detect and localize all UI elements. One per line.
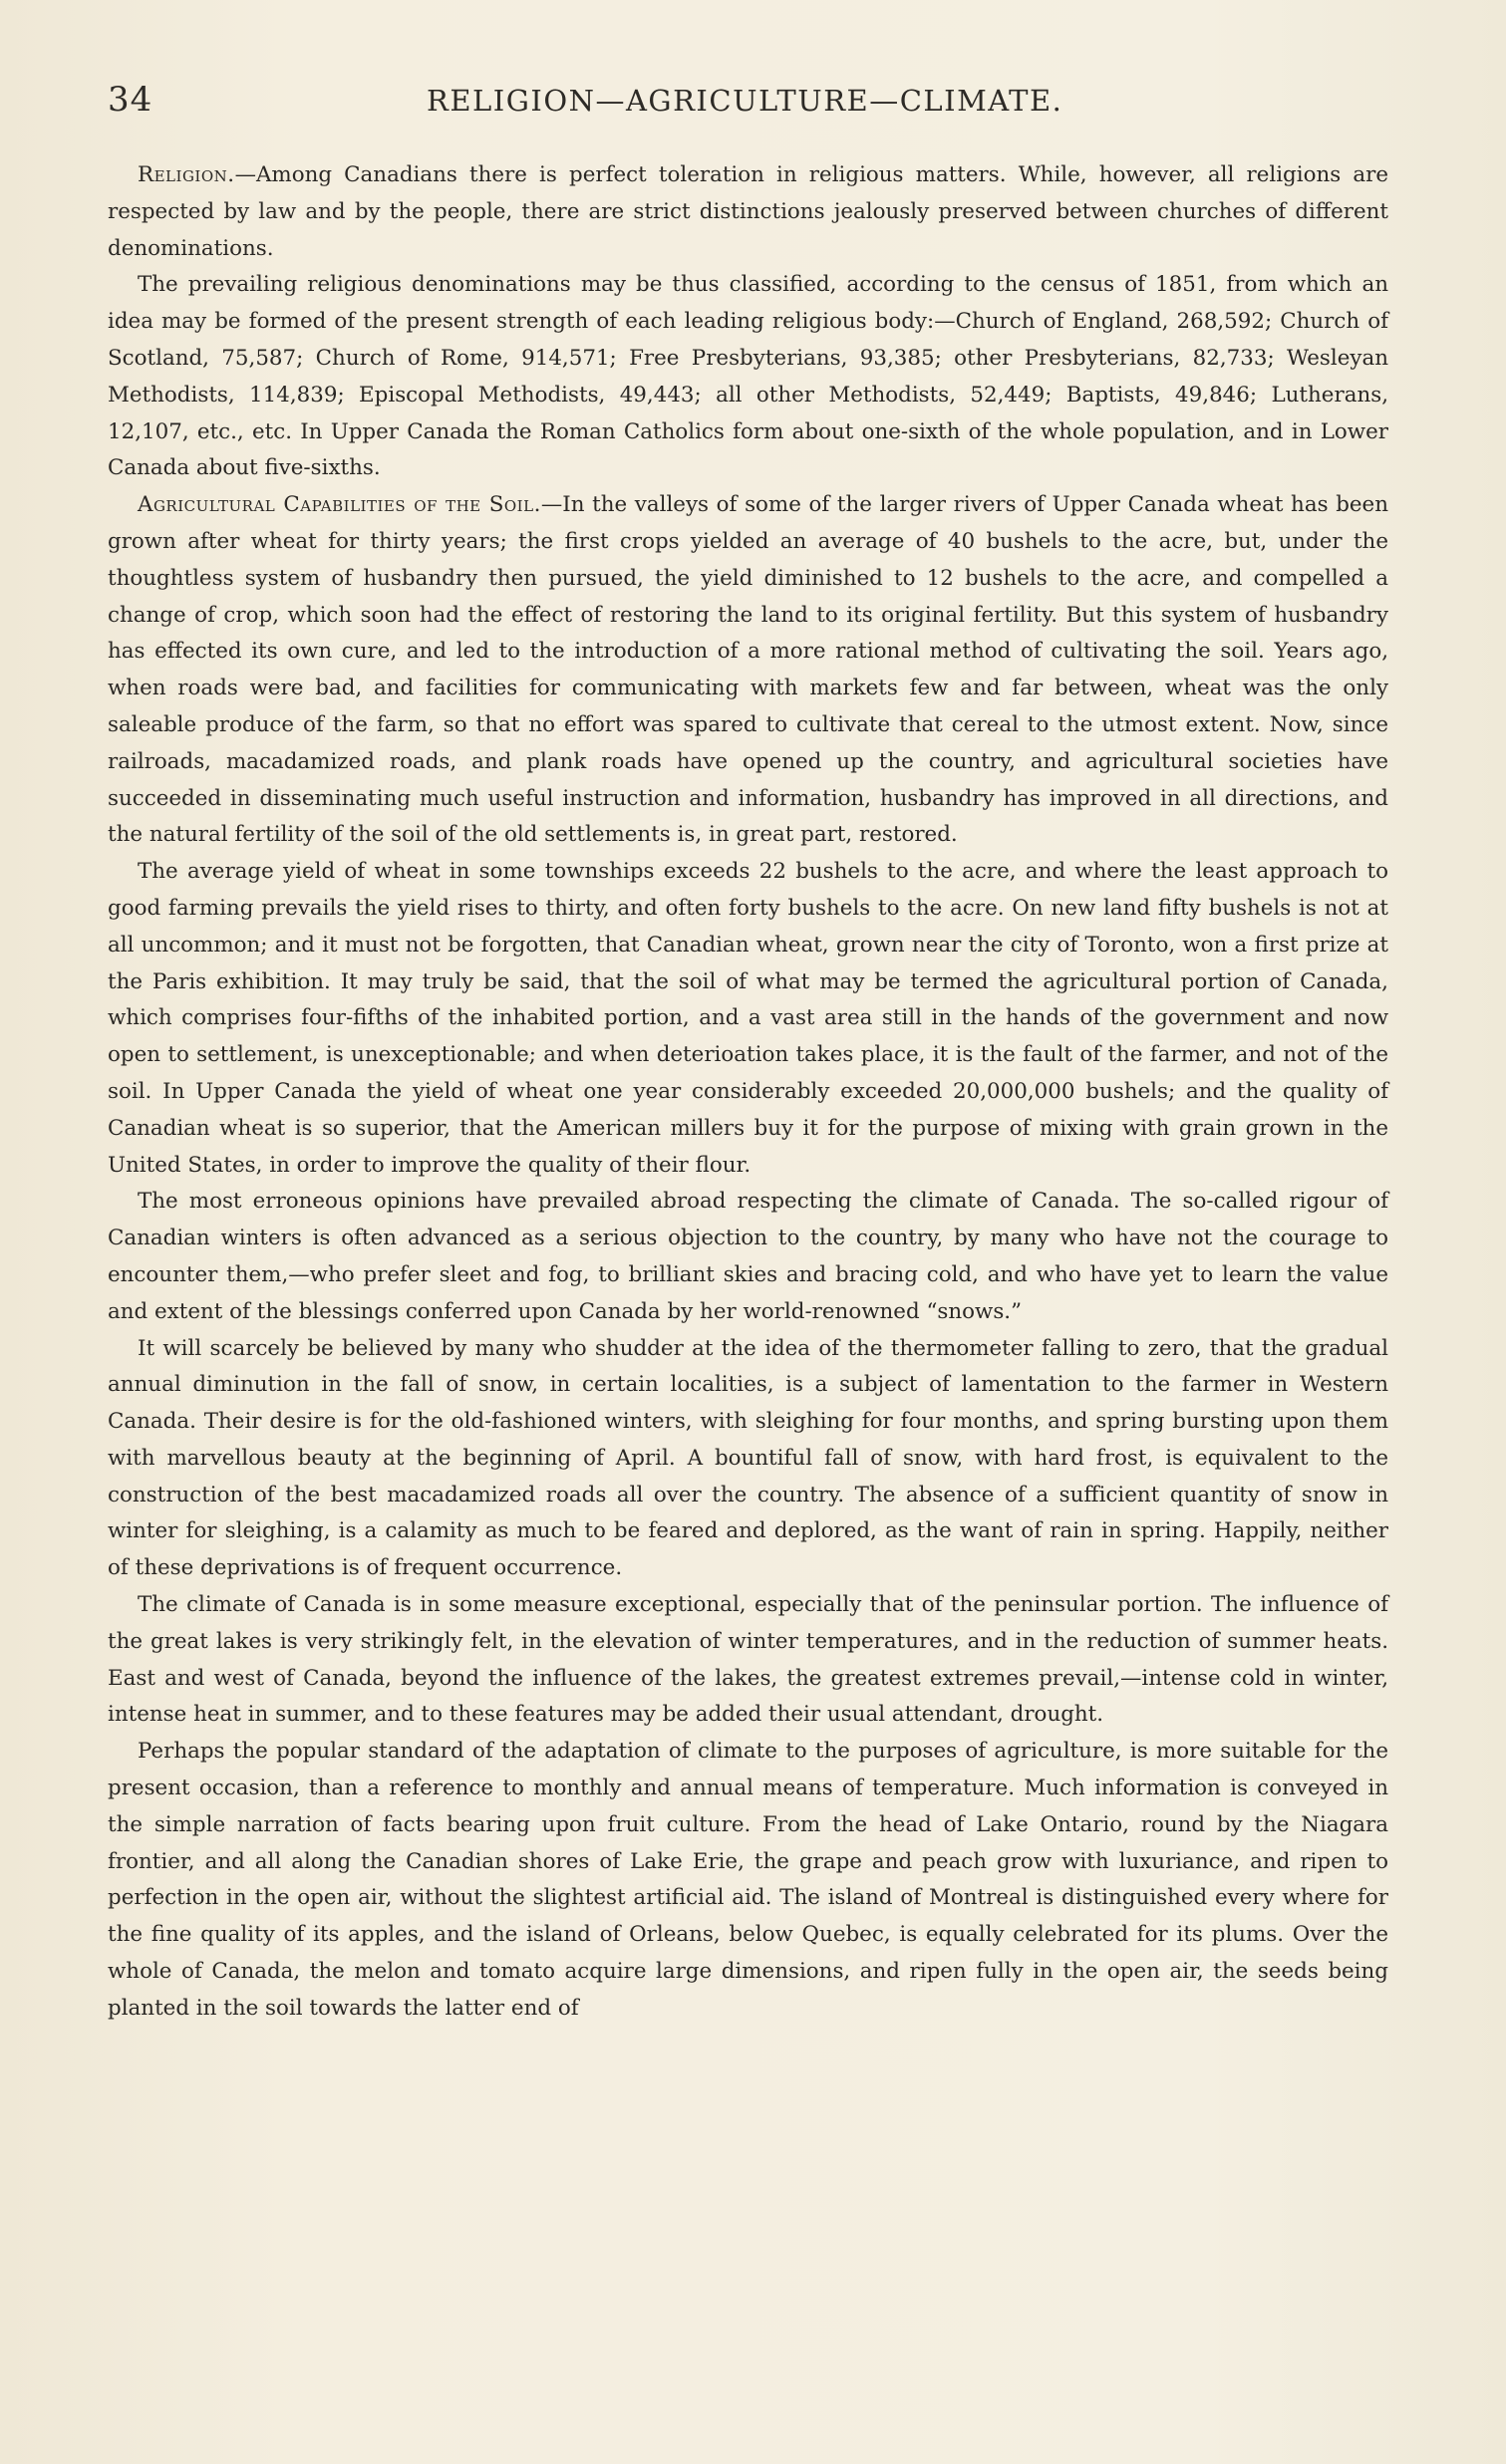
paragraph-climate-opinions (108, 1184, 1388, 1330)
page-header (108, 80, 1403, 130)
paragraph-text: —Among Canadians there is perfect toleration in religious matters. While, however, all religions are respected by law and by the people, there are strict distinctions jealously preserved between churches of different denominations. (108, 162, 1388, 261)
paragraph-text: Perhaps the popular standard of the adaptation of climate to the purposes of agriculture, is more suitable for the present occasion, than a reference to monthly and annual means of temperature. Much information is conveyed in the simple narration of facts bearing upon fruit culture. From the head of Lake Ontario, round by the Niagara frontier, and all along the Canadian shores of Lake Erie, the grape and peach grow with luxuriance, and ripen to perfection in the open air, without the slightest artificial aid. The island of Montreal is distinguished every where for the fine quality of its apples, and the island of Orleans, below Quebec, is equally celebrated for its plums. Over the whole of Canada, the melon and tomato acquire large dimensions, and ripen fully in the open air, the seeds being planted in the soil towards the latter end of (108, 1739, 1388, 2021)
paragraph-snow (108, 1331, 1388, 1588)
paragraph-denominations (108, 267, 1388, 487)
running-head: RELIGION—AGRICULTURE—CLIMATE. (427, 84, 1063, 118)
body-text (108, 157, 1388, 2028)
paragraph-text: The prevailing religious denominations may be thus classified, according to the census of 1851, from which an idea may be formed of the present strength of each leading religious body:—Church of England, 268,592; Church of Scotland, 75,587; Church of Rome, 914,571; Free Presbyterians, 93,385; other Presbyterians, 82,733; Wesleyan Methodists, 114,839; Episcopal Methodists, 49,443; all other Methodists, 52,449; Baptists, 49,846; Lutherans, 12,107, etc., etc. In Upper Canada the Roman Catholics form about one-sixth of the whole population, and in Lower Canada about five-sixths. (108, 272, 1388, 481)
paragraph-fruit-culture (108, 1734, 1388, 2027)
paragraph-agriculture (108, 487, 1388, 854)
paragraph-text: The climate of Canada is in some measure exceptional, especially that of the peninsular portion. The influence of the great lakes is very strikingly felt, in the elevation of winter temperatures, and in the reduction of summer heats. East and west of Canada, beyond the influence of the lakes, the greatest extremes prevail,—intense cold in winter, intense heat in summer, and to these features may be added their usual attendant, drought. (108, 1592, 1388, 1728)
page-number: 34 (108, 80, 153, 120)
paragraph-religion (108, 157, 1388, 267)
paragraph-text: —In the valleys of some of the larger rivers of Upper Canada wheat has been grown after wheat for thirty years; the first crops yielded an average of 40 bushels to the acre, but, under the thoughtless system of husbandry then pursued, the yield diminished to 12 bushels to the acre, and compelled a change of crop, which soon had the effect of restoring the land to its original fertility. But this system of husbandry has effected its own cure, and led to the introduction of a more rational method of cultivating the soil. Years ago, when roads were bad, and facilities for communicating with markets few and far between, wheat was the only saleable produce of the farm, so that no effort was spared to cultivate that cereal to the utmost extent. Now, since railroads, macadamized roads, and plank roads have opened up the country, and agricultural societies have succeeded in disseminating much useful instruction and information, husbandry has improved in all directions, and the natural fertility of the soil of the old settlements is, in great part, restored. (108, 492, 1388, 848)
paragraph-wheat-yield (108, 854, 1388, 1184)
paragraph-text: The most erroneous opinions have prevailed abroad respecting the climate of Canada. The so-called rigour of Canadian winters is often advanced as a serious objection to the country, by many who have not the courage to encounter them,—who prefer sleet and fog, to brilliant skies and bracing cold, and who have yet to learn the value and extent of the blessings conferred upon Canada by her world-renowned “snows.” (108, 1189, 1388, 1324)
paragraph-text: The average yield of wheat in some townships exceeds 22 bushels to the acre, and where the least approach to good farming prevails the yield rises to thirty, and often forty bushels to the acre. On new land fifty bushels is not at all uncommon; and it must not be forgotten, that Canadian wheat, grown near the city of Toronto, won a first prize at the Paris exhibition. It may truly be said, that the soil of what may be termed the agricultural portion of Canada, which comprises four-fifths of the inhabited portion, and a vast area still in the hands of the government and now open to settlement, is unexceptionable; and when deterioation takes place, it is the fault of the farmer, and not of the soil. In Upper Canada the yield of wheat one year considerably exceeded 20,000,000 bushels; and the quality of Canadian wheat is so superior, that the American millers buy it for the purpose of mixing with grain grown in the United States, in order to improve the quality of their flour. (108, 859, 1388, 1178)
paragraph-text: It will scarcely be believed by many who shudder at the idea of the thermometer falling to zero, that the gradual annual diminution in the fall of snow, in certain localities, is a subject of lamentation to the farmer in Western Canada. Their desire is for the old-fashioned winters, with sleighing for four months, and spring bursting upon them with marvellous beauty at the beginning of April. A bountiful fall of snow, with hard frost, is equivalent to the construction of the best macadamized roads all over the country. The absence of a sufficient quantity of snow in winter for sleighing, is a calamity as much to be feared and deplored, as the want of rain in spring. Happily, neither of these deprivations is of frequent occurrence. (108, 1335, 1388, 1581)
section-heading-agriculture: Agricultural Capabilities of the Soil. (138, 492, 541, 518)
section-heading-religion: Religion. (138, 162, 235, 187)
paragraph-climate-lakes (108, 1587, 1388, 1734)
